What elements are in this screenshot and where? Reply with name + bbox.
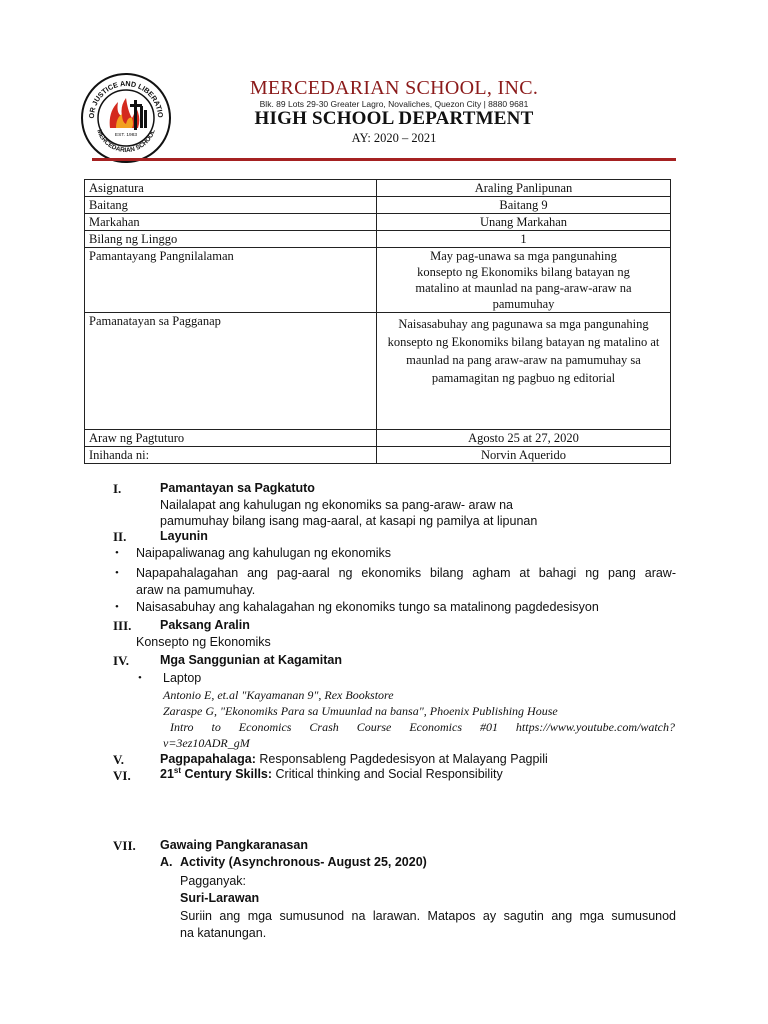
- table-row: [85, 447, 671, 464]
- title-part: 21: [160, 767, 174, 782]
- row-label: Inihanda ni:: [85, 447, 377, 464]
- section-text: Nailalapat ang kahulugan ng ekonomiks sa pang-araw- araw na: [160, 498, 513, 512]
- section-title: Layunin: [160, 529, 208, 543]
- list-item: Naipapaliwanag ang kahulugan ng ekonomiks: [136, 546, 392, 560]
- reference-link[interactable]: Intro to Economics Crash Course Economics #01 https://www.youtube.com/watch?: [170, 720, 675, 734]
- table-row: [85, 197, 671, 214]
- row-label: Araw ng Pagtuturo: [85, 430, 377, 447]
- row-label: Baitang: [85, 197, 377, 214]
- activity-label: Pagganyak:: [180, 874, 247, 888]
- row-value: Araling Panlipunan: [377, 180, 671, 197]
- table-row: [85, 430, 671, 447]
- section-number: III.: [113, 618, 132, 633]
- row-label: Asignatura: [85, 180, 377, 197]
- section-number: V.: [113, 752, 124, 767]
- academic-year: AY: 2020 – 2021: [351, 131, 437, 145]
- school-name: MERCEDARIAN SCHOOL, INC.: [249, 77, 539, 99]
- section-title: Pamantayan sa Pagkatuto: [160, 481, 315, 495]
- lesson-info-table: [84, 179, 671, 464]
- section-title: Pagpapahalaga:: [160, 752, 256, 766]
- logo-text-bottom: MERCEDARIAN SCHOOL: [95, 128, 157, 155]
- section-number: II.: [113, 529, 127, 544]
- department-title: HIGH SCHOOL DEPARTMENT: [254, 108, 534, 129]
- bullet-icon: •: [115, 567, 119, 579]
- subsection-label: A.: [160, 855, 173, 869]
- logo-year: EST. 1983: [114, 133, 138, 138]
- row-value: May pag-unawa sa mga pangunahing konsepto ng Ekonomiks bilang batayan ng matalino at maunlad na pang-araw-araw na pamumuhay: [377, 248, 671, 313]
- row-value: Agosto 25 at 27, 2020: [377, 430, 671, 447]
- reference-item: Antonio E, et.al "Kayamanan 9", Rex Bookstore: [163, 688, 394, 702]
- bullet-icon: •: [115, 601, 119, 613]
- list-item: Laptop: [163, 671, 202, 685]
- section-title: Paksang Aralin: [160, 618, 250, 632]
- section-text: pamumuhay bilang isang mag-aaral, at kasapi ng pamilya at lipunan: [160, 514, 538, 528]
- row-value: Norvin Aquerido: [377, 447, 671, 464]
- section-line: [160, 752, 548, 766]
- bullet-icon: •: [138, 672, 142, 684]
- row-value: Baitang 9: [377, 197, 671, 214]
- logo-text-top: OR JUSTICE AND LIBERATIO: [86, 78, 166, 119]
- section-text: Responsableng Pagdedesisyon at Malayang Pagpili: [259, 752, 548, 766]
- subsection-title: Activity (Asynchronous- August 25, 2020): [180, 855, 427, 869]
- header-divider: [92, 158, 676, 161]
- bullet-icon: •: [115, 547, 119, 559]
- table-row: [85, 313, 671, 430]
- table-row: [85, 180, 671, 197]
- row-value: Unang Markahan: [377, 214, 671, 231]
- section-text: Critical thinking and Social Responsibility: [275, 767, 503, 782]
- title-superscript: st: [173, 766, 182, 775]
- table-row: [85, 231, 671, 248]
- section-number: I.: [113, 481, 122, 496]
- row-label: Bilang ng Linggo: [85, 231, 377, 248]
- row-label: Markahan: [85, 214, 377, 231]
- reference-link-continued[interactable]: v=3ez10ADR_gM: [163, 736, 250, 750]
- section-title: Gawaing Pangkaranasan: [160, 838, 308, 852]
- section-text: Konsepto ng Ekonomiks: [136, 635, 271, 649]
- table-row: [85, 248, 671, 313]
- section-number: VII.: [113, 838, 136, 853]
- section-number: VI.: [113, 768, 131, 783]
- activity-title: Suri-Larawan: [180, 891, 260, 905]
- list-item-continued: araw na pamumuhay.: [136, 583, 256, 597]
- row-label: Pamantayang Pangnilalaman: [85, 248, 377, 313]
- row-value: 1: [377, 231, 671, 248]
- title-part: Century Skills:: [181, 767, 273, 782]
- section-title: Mga Sanggunian at Kagamitan: [160, 653, 342, 667]
- section-title: [160, 767, 272, 781]
- reference-item: Zaraspe G, "Ekonomiks Para sa Umuunlad na bansa", Phoenix Publishing House: [163, 704, 558, 718]
- row-value: Naisasabuhay ang pagunawa sa mga pangunahing konsepto ng Ekonomiks bilang batayan ng matalino at maunlad na pang araw-araw na pamumuhay sa pamamagitan ng pagbuo ng editorial: [377, 313, 671, 430]
- table-row: [85, 214, 671, 231]
- row-label: Pamanatayan sa Pagganap: [85, 313, 377, 430]
- section-line: [160, 766, 503, 781]
- activity-text-continued: na katanungan.: [180, 926, 267, 940]
- list-item: Naisasabuhay ang kahalagahan ng ekonomiks tungo sa matalinong pagdedesisyon: [136, 600, 599, 614]
- school-address: Blk. 89 Lots 29-30 Greater Lagro, Novaliches, Quezon City | 8880 9681: [259, 99, 529, 109]
- section-number: IV.: [113, 653, 130, 668]
- list-item: Napapahalagahan ang pag-aaral ng ekonomiks bilang agham at bahagi ng pang araw-: [136, 566, 676, 580]
- activity-text: Suriin ang mga sumusunod na larawan. Matapos ay sagutin ang mga sumusunod: [180, 909, 676, 923]
